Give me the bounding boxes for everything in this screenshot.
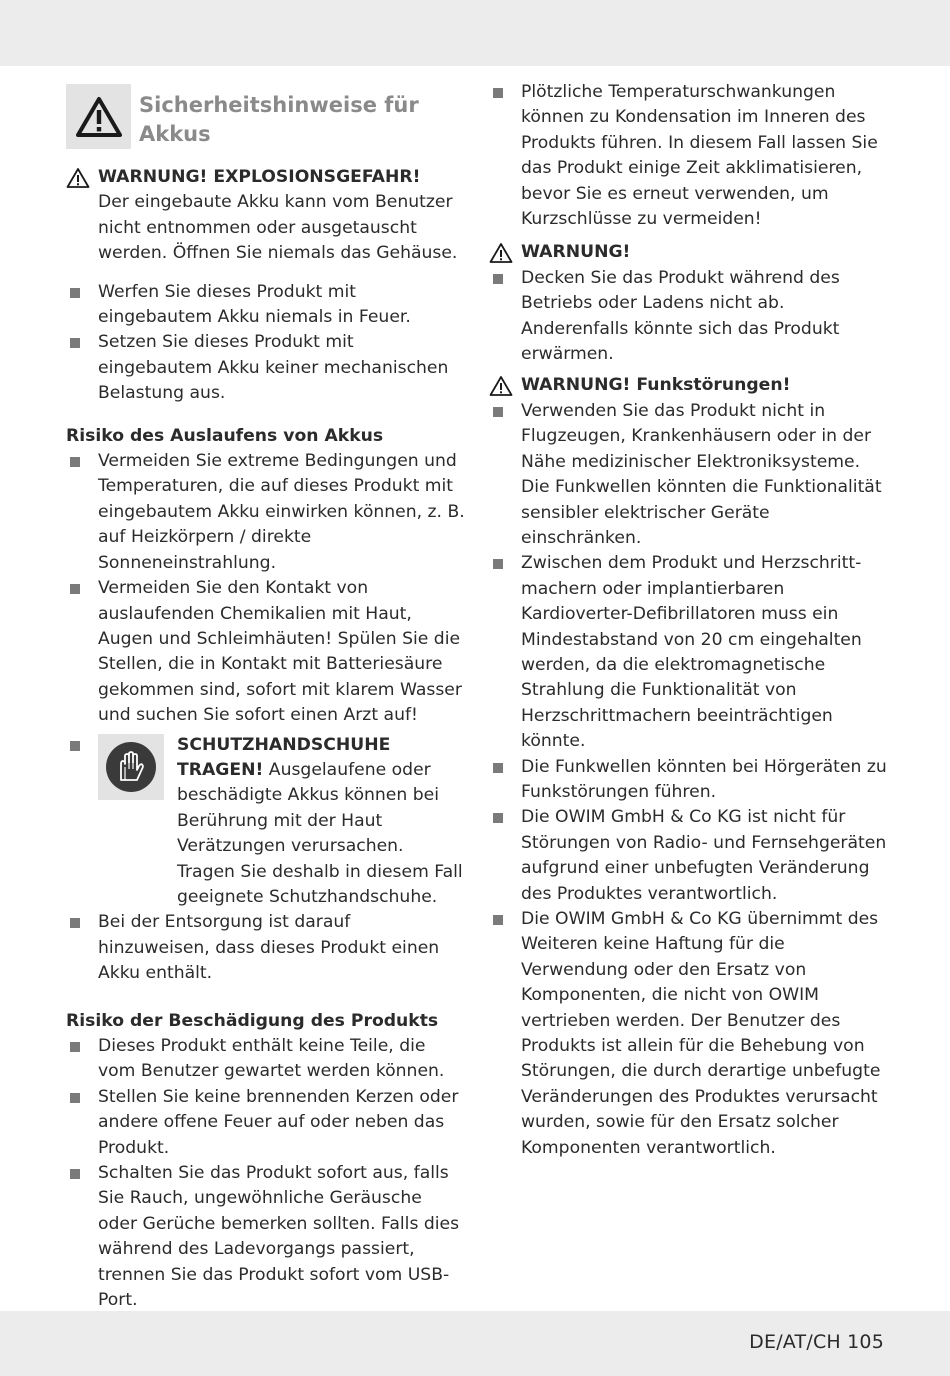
gloves-icon bbox=[106, 742, 156, 792]
warning-triangle-icon bbox=[489, 242, 513, 264]
list-item: Vermeiden Sie extreme Bedingungen und Temperaturen, die auf dieses Produkt mit eingebautem Akku einwirken können, z. B. auf Heizkörpern / direkte Sonneneinstrahlung. bbox=[66, 449, 466, 576]
bullet-square-icon bbox=[70, 1093, 80, 1103]
bullet-square-icon bbox=[493, 274, 503, 284]
warning-generic-title bbox=[489, 240, 889, 265]
warning-triangle-icon bbox=[76, 96, 122, 138]
list-item: Zwischen dem Produkt und Herzschrittmachern oder implantierbaren Kardioverter-Defibrillatoren muss ein Mindestabstand von 20 cm eingehalten werden, da die elektromagnetische Strahlung die Funktionalität von Herzschrittmachern beeinträchtigen könnte. bbox=[489, 551, 889, 754]
warning-title-text: WARNUNG! Funkstörungen! bbox=[521, 375, 791, 396]
bullet-square-icon bbox=[70, 1169, 80, 1179]
bullet-square-icon bbox=[70, 1042, 80, 1052]
gloves-warning-item bbox=[66, 733, 466, 911]
warning-radio-title bbox=[489, 373, 889, 398]
list-item: Die OWIM GmbH & Co KG übernimmt des Weiteren keine Haftung für die Verwendung oder den Ersatz von Komponenten, die nicht von OWIM vertrieben werden. Der Benutzer des Produkts ist allein für die Behebung von Störungen, die durch derartige unbefugte Veränderungen des Produktes verursacht wurden, sowie für den Ersatz solcher Komponenten verantwortlich. bbox=[489, 907, 889, 1161]
gloves-warning-text: SCHUTZHANDSCHUHE TRAGEN! Ausgelaufene oder beschädigte Akkus können bei Berührung mit der Haut Verätzungen verursachen. Tragen Sie deshalb in diesem Fall geeignete Schutzhandschuhe. bbox=[177, 734, 463, 907]
list-item: Die Funkwellen könnten bei Hörgeräten zu Funkstörungen führen. bbox=[489, 755, 889, 806]
top-bar bbox=[0, 0, 950, 66]
list-item: Setzen Sie dieses Produkt mit eingebautem Akku keiner mechanischen Belastung aus. bbox=[66, 330, 466, 406]
page-number: DE/AT/CH 105 bbox=[749, 1331, 884, 1353]
list-item: Verwenden Sie das Produkt nicht in Flugzeugen, Krankenhäusern oder in der Nähe medizinischer Elektroniksysteme. Die Funkwellen könnten die Funktionalität sensibler elektrischer Geräte einschränken. bbox=[489, 399, 889, 551]
bullet-square-icon bbox=[70, 288, 80, 298]
list-item: Dieses Produkt enthält keine Teile, die vom Benutzer gewartet werden können. bbox=[66, 1034, 466, 1085]
subheading-damage: Risiko der Beschädigung des Produkts bbox=[66, 1010, 439, 1031]
warning-title-text: WARNUNG! bbox=[521, 242, 631, 263]
list-item: Schalten Sie das Produkt sofort aus, falls Sie Rauch, ungewöhnliche Geräusche oder Gerüche bemerken sollten. Falls dies während des Ladevorgangs passiert, trennen Sie das Produkt sofort vom USB-Port. bbox=[66, 1161, 466, 1313]
bullet-square-icon bbox=[70, 741, 80, 751]
bullet-square-icon bbox=[70, 584, 80, 594]
left-column bbox=[66, 80, 466, 1313]
list-item: Bei der Entsorgung ist darauf hinzuweisen, dass dieses Produkt einen Akku enthält. bbox=[66, 910, 466, 986]
warning-explosion-text: Der eingebaute Akku kann vom Benutzer nicht entnommen oder ausgetauscht werden. Öffnen Sie niemals das Gehäuse. bbox=[98, 192, 458, 264]
bullet-square-icon bbox=[493, 407, 503, 417]
bullet-square-icon bbox=[70, 338, 80, 348]
bullet-square-icon bbox=[493, 88, 503, 98]
right-column bbox=[489, 80, 889, 1161]
list-item: Decken Sie das Produkt während des Betriebs oder Ladens nicht ab. Anderenfalls könnte sich das Produkt erwärmen. bbox=[489, 266, 889, 368]
warning-triangle-icon bbox=[489, 375, 513, 397]
list-item: Vermeiden Sie den Kontakt von auslaufenden Chemikalien mit Haut, Augen und Schleimhäuten! Spülen Sie die Stellen, die in Kontakt mit Batteriesäure gekommen sind, sofort mit klarem Wasser und suchen Sie sofort einen Arzt auf! bbox=[66, 576, 466, 728]
bullet-square-icon bbox=[493, 559, 503, 569]
warning-triangle-icon bbox=[66, 167, 90, 189]
list-item: Die OWIM GmbH & Co KG ist nicht für Störungen von Radio- und Fernsehgeräten aufgrund einer unbefugten Veränderung des Produktes verantwortlich. bbox=[489, 805, 889, 907]
bullet-square-icon bbox=[493, 813, 503, 823]
warning-explosion-title bbox=[66, 165, 466, 190]
footer-bar bbox=[0, 1311, 950, 1376]
list-item: Plötzliche Temperaturschwankungen können zu Kondensation im Inneren des Produkts führen. In diesem Fall lassen Sie das Produkt einige Zeit akklimatisieren, bevor Sie es erneut verwenden, um Kurzschlüsse zu vermeiden! bbox=[489, 80, 889, 232]
page-title: Sicherheitshinweise für Akkus bbox=[139, 93, 419, 146]
list-item: Werfen Sie dieses Produkt mit eingebautem Akku niemals in Feuer. bbox=[66, 280, 466, 331]
bullet-square-icon bbox=[70, 457, 80, 467]
section-heading bbox=[66, 84, 466, 149]
warning-title-text: WARNUNG! EXPLOSIONSGEFAHR! bbox=[98, 167, 421, 187]
warning-icon-box bbox=[66, 84, 131, 149]
subheading-leakage: Risiko des Auslaufens von Akkus bbox=[66, 425, 384, 446]
bullet-square-icon bbox=[493, 915, 503, 925]
bullet-square-icon bbox=[493, 763, 503, 773]
gloves-icon-box bbox=[98, 734, 164, 800]
list-item: Stellen Sie keine brennenden Kerzen oder andere offene Feuer auf oder neben das Produkt. bbox=[66, 1085, 466, 1161]
gloves-warning-bold: SCHUTZHANDSCHUHE TRAGEN! bbox=[177, 734, 391, 780]
bullet-square-icon bbox=[70, 918, 80, 928]
